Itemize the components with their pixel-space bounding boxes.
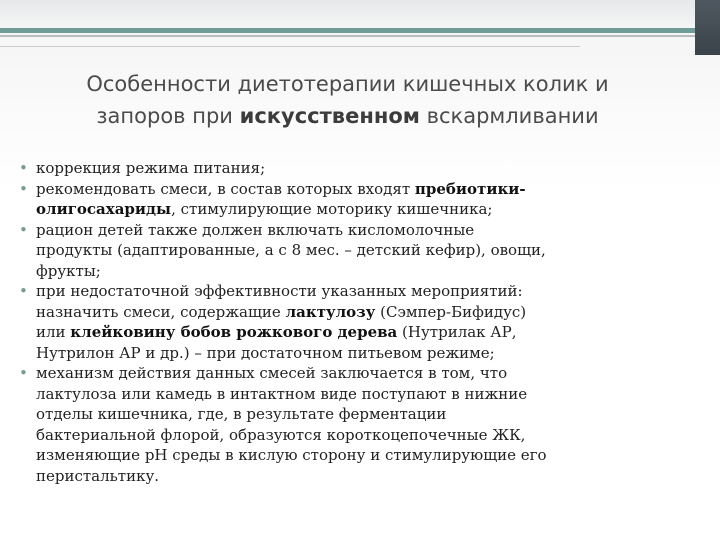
bullet-text: при недостаточной эффективности указанных мероприятий: — [36, 282, 523, 300]
title-line-2 — [0, 100, 695, 132]
bullet-text: , стимулирующие моторику кишечника; — [171, 200, 493, 218]
bullet-item — [18, 281, 698, 363]
bullet-item — [18, 363, 698, 486]
header-thin-line — [0, 46, 580, 47]
bullet-item — [18, 158, 698, 179]
title-line-1: Особенности диетотерапии кишечных колик и — [86, 72, 609, 96]
bullet-text: (Сэмпер-Бифидус) — [375, 302, 527, 321]
bullet-text: фрукты; — [36, 261, 101, 280]
bullet-text: рацион детей также должен включать кисломолочные — [36, 220, 475, 239]
bullet-item — [18, 220, 698, 282]
bullet-text: назначить смеси, содержащие — [36, 302, 286, 321]
title-bold: искусственном — [239, 104, 420, 128]
bullet-text: механизм действия данных смесей заключается в том, что — [36, 364, 508, 382]
bullet-text: Нутрилон АР и др.) – при достаточном питьевом режиме; — [36, 343, 495, 362]
title-text: вскармливании — [419, 104, 599, 128]
title-text: запоров при — [96, 104, 240, 128]
bullet-text: лактулоза или камедь в интактном виде поступают в нижние — [36, 384, 528, 403]
bullet-text: продукты (адаптированные, а с 8 мес. – детский кефир), овощи, — [36, 241, 546, 259]
bullet-bold: олигосахариды — [36, 200, 172, 218]
bullet-bold: лактулозу — [285, 302, 376, 321]
bullet-text: рекомендовать смеси, в состав которых входят — [36, 179, 415, 198]
slide-title — [0, 68, 695, 132]
header-accent-line — [0, 28, 695, 33]
bullet-text: (Нутрилак АР, — [397, 323, 517, 341]
bullet-bold: клейковину бобов рожкового дерева — [70, 323, 398, 341]
bullet-text: бактериальной флорой, образуются короткоцепочечные ЖК, — [36, 425, 526, 444]
bullet-text: перистальтику. — [36, 466, 160, 485]
corner-decoration — [695, 0, 720, 55]
bullet-text: изменяющие pH среды в кислую сторону и стимулирующие его — [36, 446, 547, 464]
header-band — [0, 0, 720, 28]
bullet-list — [18, 158, 698, 486]
bullet-bold: пребиотики- — [414, 179, 526, 198]
header-divider-line — [0, 35, 695, 37]
bullet-text: коррекция режима питания; — [36, 159, 266, 177]
bullet-text: отделы кишечника, где, в результате ферментации — [36, 405, 447, 423]
bullet-text: или — [36, 323, 71, 341]
bullet-item — [18, 179, 698, 220]
